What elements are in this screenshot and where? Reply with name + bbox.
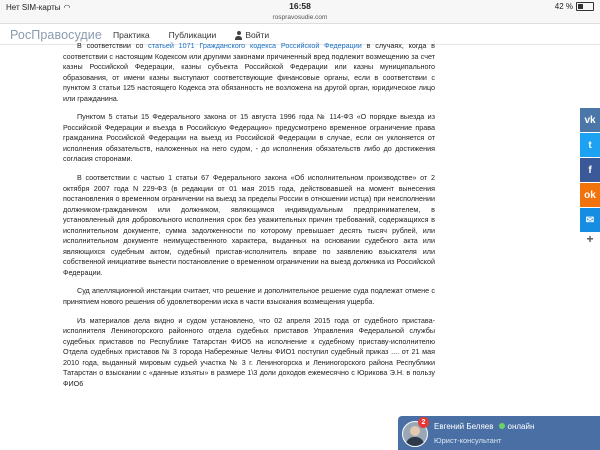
- online-dot-icon: [499, 423, 505, 429]
- login-link[interactable]: [235, 30, 269, 40]
- person-icon: [235, 31, 242, 40]
- facebook-share-button[interactable]: f: [580, 158, 600, 182]
- clock: 16:58: [289, 1, 311, 11]
- paragraph-1-intro: В соответствии со: [77, 41, 149, 50]
- ios-status-bar: [0, 0, 600, 14]
- login-label: Войти: [245, 30, 270, 40]
- consultant-role: Юрист-консультант: [434, 436, 502, 445]
- url-text: rospravosudie.com: [272, 14, 328, 21]
- carrier-label: Нет SIM-карты: [6, 3, 61, 12]
- vk-share-button[interactable]: vk: [580, 108, 600, 132]
- paragraph-1-rest: в случаях, когда в соответствии с настоящим Кодексом или другими законами причиненный вред подлежит возмещению за счет казны Российской Федерации, казны субъекта Российской Федерации или казны муниципального образования, от имени казны выступают соответствующие финансовые органы, если в соответствии с пунктом 3 статьи 125 настоящего Кодекса эта обязанность не возложена на другой орган, юридическое лицо или гражданина.: [63, 41, 435, 103]
- paragraph-4: Суд апелляционной инстанции считает, что решение и дополнительное решение суда подлежат отмене с принятием нового решения об удовлетворении иска в части взыскания возмещения ущерба.: [63, 286, 435, 307]
- avatar-head: [410, 426, 420, 436]
- paragraph-3: В соответствии с частью 1 статьи 67 Федерального закона «Об исполнительном производстве» от 2 октября 2007 года N 229-ФЗ (в редакции от 01 мая 2015 года, действовавшей на момент вынесения постановления о временном ограничении на выезд за пределы России в отношении истца) при неисполнении должником-гражданином или должником, являющимся индивидуальным предпринимателем, в установленный для добровольного исполнения срок без уважительных причин требований, содержащихся в исполнительном документе, сумма задолженности по которому превышает десять тысяч рублей, или исполнительном документе неимущественного характера, выданных на основании судебного акта или являющихся судебным актом, судебный пристав-исполнитель вправе по заявлению взыскателя или собственной инициативе вынести постановление о временном ограничении на выезд должника из Российской Федерации.: [63, 173, 435, 277]
- odnoklassniki-share-button[interactable]: ok: [580, 183, 600, 207]
- main-nav: [113, 30, 269, 40]
- paragraph-2: Пунктом 5 статьи 15 Федерального закона от 15 августа 1996 года № 114-ФЗ «О порядке выезда из Российской Федерации и въезда в Российскую Федерацию» предусмотрено временное ограничение права гражданина Российской Федерации на выезд из Российской Федерации в случае, если он уклоняется от исполнения обязательств, наложенных на него судом, - до исполнения обязательств либо до достижения согласия сторонами.: [63, 112, 435, 164]
- battery-percent: 42 %: [554, 2, 573, 11]
- chat-widget[interactable]: [398, 416, 600, 450]
- wifi-icon: ◠: [63, 3, 71, 12]
- consultant-name: Евгений Беляев: [434, 422, 494, 431]
- online-status: онлайн: [507, 422, 535, 431]
- unread-badge: 2: [418, 417, 429, 428]
- paragraph-1: [63, 41, 435, 104]
- battery-fill: [578, 4, 583, 9]
- site-logo[interactable]: РосПравосудие: [10, 28, 102, 42]
- consultant-name-line: [434, 422, 534, 431]
- nav-practice[interactable]: Практика: [113, 30, 150, 40]
- nav-publications[interactable]: Публикации: [168, 30, 217, 40]
- avatar-body: [406, 437, 424, 447]
- twitter-share-button[interactable]: t: [580, 133, 600, 157]
- battery-status: [555, 2, 594, 11]
- share-bar: [580, 108, 600, 246]
- article-body: [63, 41, 435, 397]
- mail-share-button[interactable]: ✉: [580, 208, 600, 232]
- paragraph-5: Из материалов дела видно и судом установлено, что 02 апреля 2015 года от судебного пристава-исполнителя Лениногорского районного отдела судебных приставов Управления Федеральной службы судебных приставов по Республике Татарстан ФИО5 на исполнение к судебному приставу-исполнителю Отдела судебных приставов № 3 города Набережные Челны ФИО1 поступил судебный приказ .... от 21 мая 2010 года, выданный мировым судьей участка № 3 г. Лениногорска и Лениногорского района Республики Татарстан о взыскании с «данные изъяты» в размере 1\3 доли доходов ежемесячно с Юрикова Э.Н. в пользу ФИО6: [63, 315, 435, 388]
- battery-icon: [576, 2, 594, 11]
- civil-code-link[interactable]: статьей 1071 Гражданского кодекса Российской Федерации: [148, 41, 362, 50]
- address-bar[interactable]: [0, 14, 600, 24]
- more-share-button[interactable]: +: [580, 233, 600, 245]
